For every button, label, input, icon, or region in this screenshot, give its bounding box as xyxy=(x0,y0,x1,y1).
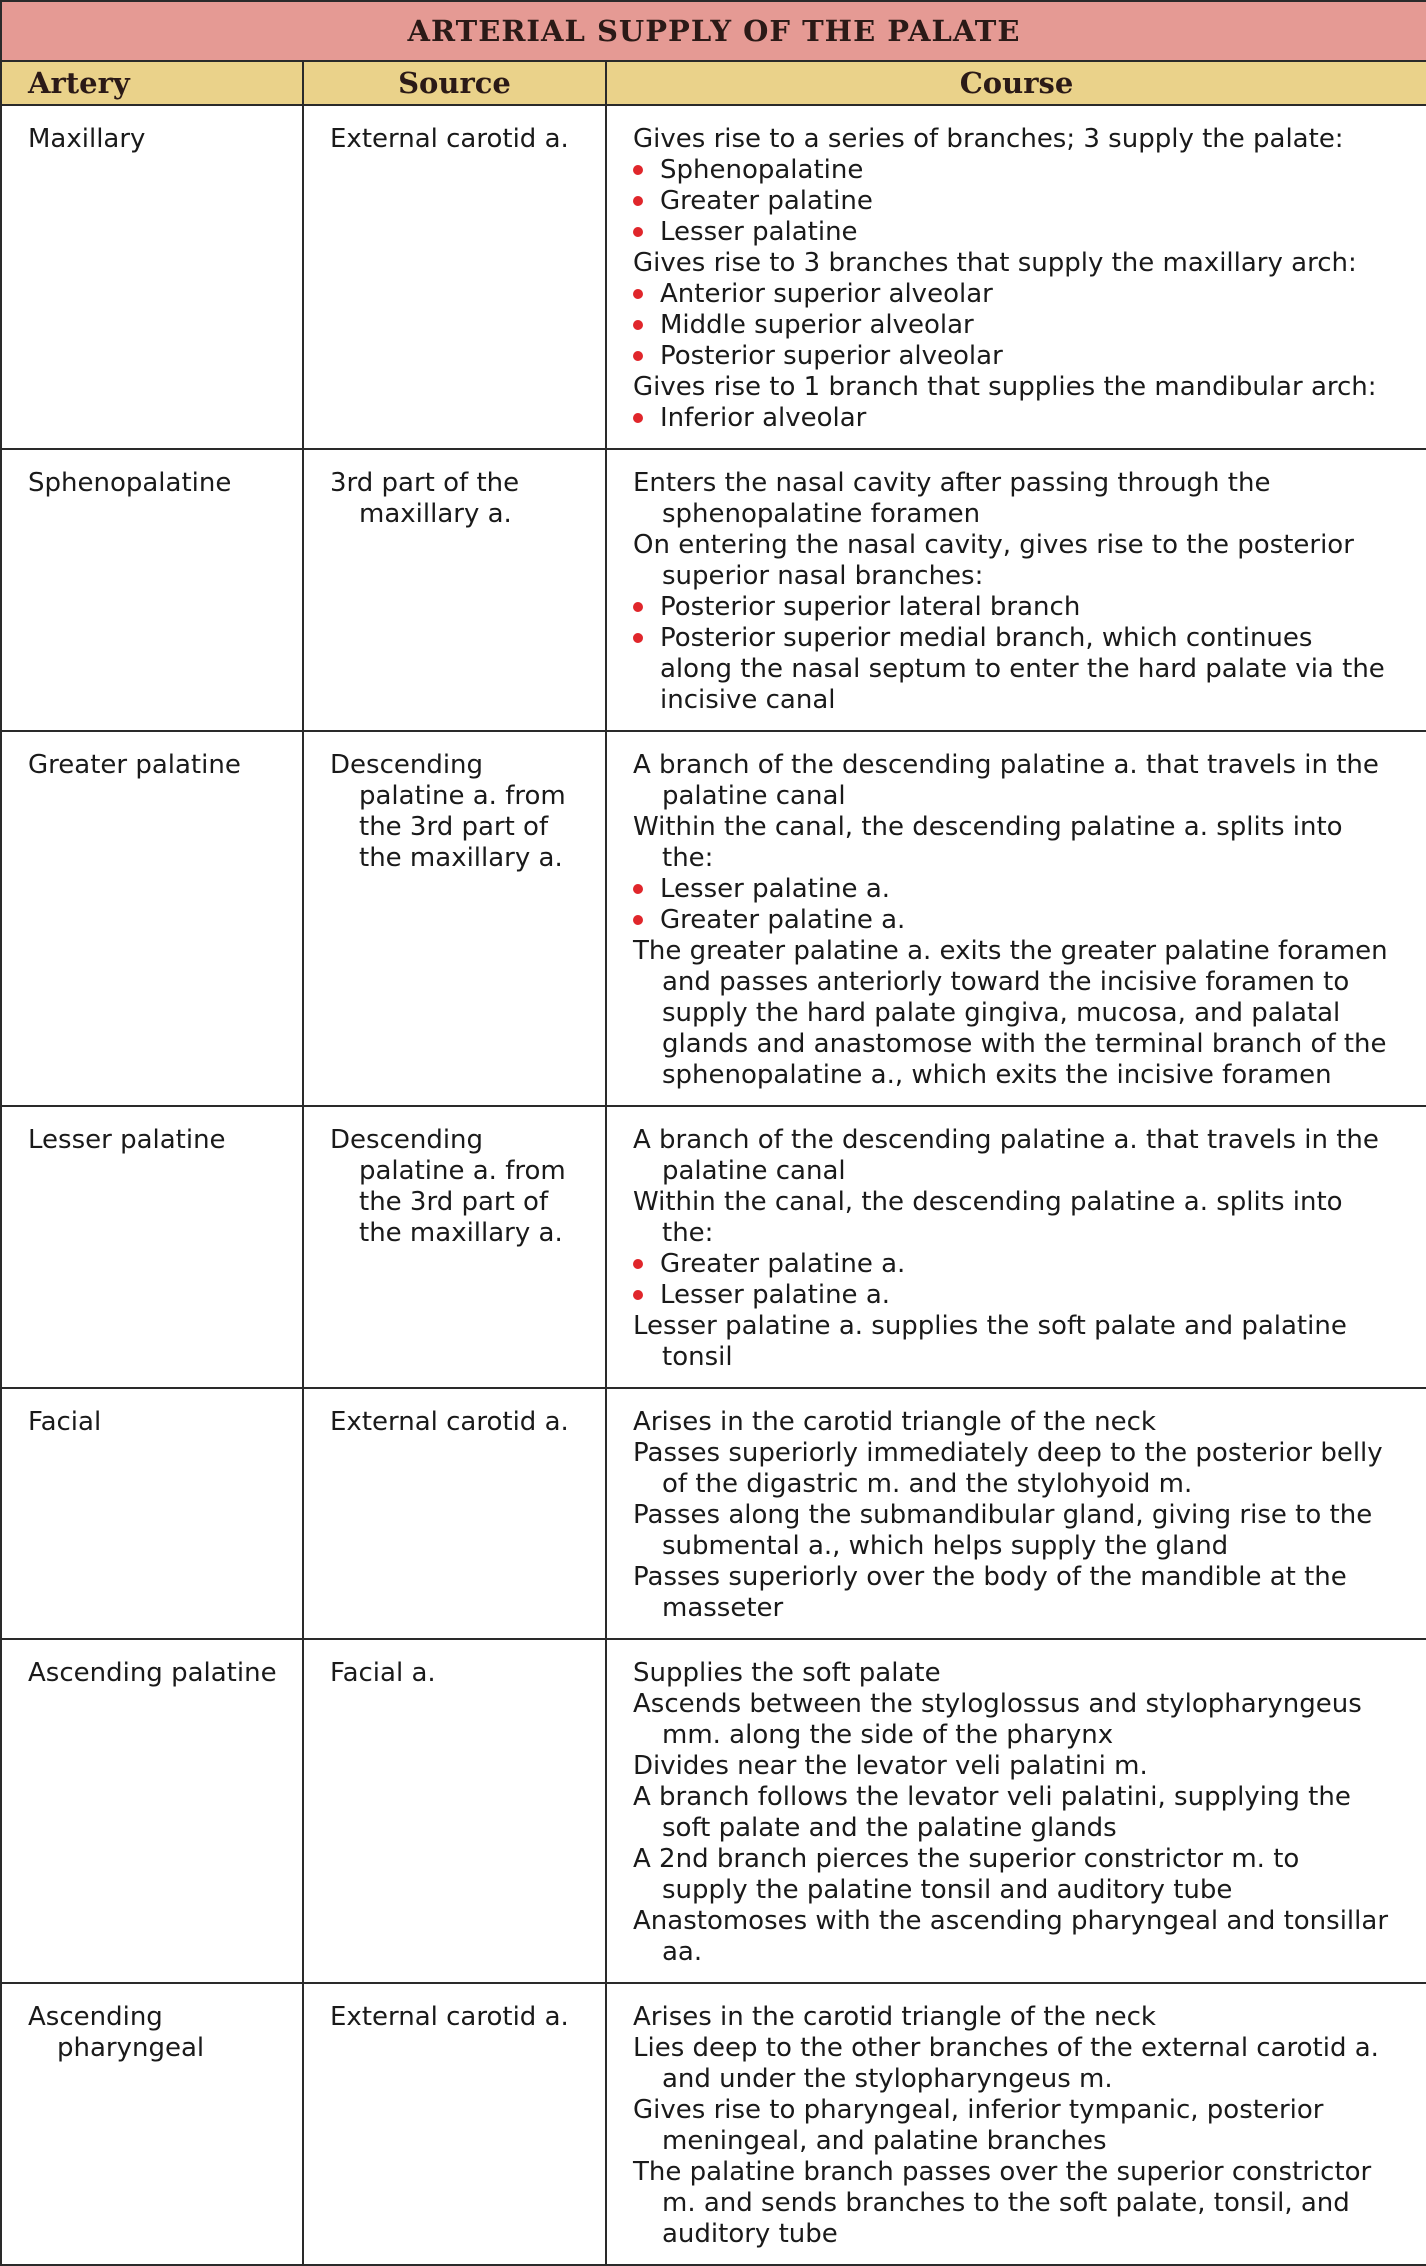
course-line: A branch follows the levator veli palatini, supplying the xyxy=(633,1782,1351,1812)
bullet-text: Lesser palatine a. xyxy=(660,1280,891,1310)
artery-name: Facial xyxy=(28,1407,102,1437)
course-cell xyxy=(606,1983,1426,2265)
course-line-continuation: sphenopalatine foramen xyxy=(662,499,981,529)
artery-name: Maxillary xyxy=(28,124,146,154)
artery-cell xyxy=(1,449,303,731)
bullet-dot-icon xyxy=(633,633,643,643)
header-course: Course xyxy=(606,61,1426,105)
source-cell xyxy=(303,105,606,449)
artery-name: Greater palatine xyxy=(28,750,241,780)
course-bullet-item xyxy=(633,905,1412,936)
source-line: the 3rd part of xyxy=(359,812,549,842)
course-line: Passes superiorly over the body of the mandible at the xyxy=(633,1562,1347,1592)
source-line: External carotid a. xyxy=(330,2002,569,2032)
course-line-continuation: m. and sends branches to the soft palate, tonsil, and xyxy=(662,2188,1350,2218)
course-line: Lesser palatine a. supplies the soft palate and palatine xyxy=(633,1311,1347,1341)
header-source: Source xyxy=(303,61,606,105)
course-line: On entering the nasal cavity, gives rise to the posterior xyxy=(633,530,1354,560)
course-line-continuation: aa. xyxy=(662,1937,703,1967)
course-line-continuation: of the digastric m. and the stylohyoid m. xyxy=(662,1469,1193,1499)
source-line: palatine a. from xyxy=(359,1156,566,1186)
course-bullet-item xyxy=(633,623,1412,654)
course-cell xyxy=(606,1388,1426,1639)
bullet-text: Posterior superior medial branch, which continues xyxy=(660,623,1313,653)
course-bullet-item xyxy=(633,1249,1412,1280)
table-row xyxy=(1,1106,1426,1388)
bullet-text: Sphenopalatine xyxy=(660,155,864,185)
bullet-dot-icon xyxy=(633,602,643,612)
source-cell xyxy=(303,1388,606,1639)
source-line: Descending xyxy=(330,1125,484,1155)
table-row xyxy=(1,449,1426,731)
bullet-text: Greater palatine a. xyxy=(660,905,906,935)
course-line: Gives rise to pharyngeal, inferior tympanic, posterior xyxy=(633,2095,1324,2125)
artery-name: Ascending xyxy=(28,2002,163,2032)
bullet-continuation: incisive canal xyxy=(660,685,836,715)
bullet-dot-icon xyxy=(633,1290,643,1300)
course-line-continuation: soft palate and the palatine glands xyxy=(662,1813,1117,1843)
artery-name: Sphenopalatine xyxy=(28,468,232,498)
table-body xyxy=(1,105,1426,2265)
course-bullet-item xyxy=(633,592,1412,623)
course-line: Gives rise to 3 branches that supply the maxillary arch: xyxy=(633,248,1357,278)
source-line: maxillary a. xyxy=(359,499,512,529)
source-cell xyxy=(303,731,606,1106)
course-line: Arises in the carotid triangle of the neck xyxy=(633,1407,1156,1437)
source-line: 3rd part of the xyxy=(330,468,520,498)
source-line: the maxillary a. xyxy=(359,843,563,873)
artery-cell xyxy=(1,1639,303,1983)
source-cell xyxy=(303,1639,606,1983)
bullet-text: Greater palatine xyxy=(660,186,873,216)
artery-name: Ascending palatine xyxy=(28,1658,277,1688)
course-line: Gives rise to 1 branch that supplies the mandibular arch: xyxy=(633,372,1377,402)
bullet-continuation: along the nasal septum to enter the hard palate via the xyxy=(660,654,1385,684)
bullet-dot-icon xyxy=(633,351,643,361)
course-line-continuation: submental a., which helps supply the gland xyxy=(662,1531,1229,1561)
course-line: A branch of the descending palatine a. that travels in the xyxy=(633,750,1379,780)
course-line-continuation: supply the hard palate gingiva, mucosa, and palatal xyxy=(662,998,1341,1028)
bullet-text: Posterior superior lateral branch xyxy=(660,592,1081,622)
course-line-continuation: mm. along the side of the pharynx xyxy=(662,1720,1114,1750)
artery-cell xyxy=(1,1106,303,1388)
bullet-text: Lesser palatine a. xyxy=(660,874,891,904)
table-row xyxy=(1,731,1426,1106)
source-line: the 3rd part of xyxy=(359,1187,549,1217)
course-line: The palatine branch passes over the superior constrictor xyxy=(633,2157,1372,2187)
course-line: Anastomoses with the ascending pharyngeal and tonsillar xyxy=(633,1906,1389,1936)
source-line: Descending xyxy=(330,750,484,780)
source-line: External carotid a. xyxy=(330,1407,569,1437)
course-bullet-item xyxy=(633,279,1412,310)
course-bullet-item xyxy=(633,341,1412,372)
course-line-continuation: the: xyxy=(662,1218,714,1248)
source-line: External carotid a. xyxy=(330,124,569,154)
course-line: The greater palatine a. exits the greater palatine foramen xyxy=(633,936,1388,966)
course-line-continuation: and passes anteriorly toward the incisive foramen to xyxy=(662,967,1350,997)
bullet-dot-icon xyxy=(633,413,643,423)
course-line-continuation: palatine canal xyxy=(662,1156,846,1186)
course-line: Enters the nasal cavity after passing through the xyxy=(633,468,1271,498)
course-line-continuation: masseter xyxy=(662,1593,784,1623)
bullet-dot-icon xyxy=(633,884,643,894)
bullet-dot-icon xyxy=(633,915,643,925)
title-row xyxy=(1,1,1426,61)
course-line-continuation: and under the stylopharyngeus m. xyxy=(662,2064,1113,2094)
artery-name-cont: pharyngeal xyxy=(57,2033,205,2063)
source-line: Facial a. xyxy=(330,1658,436,1688)
bullet-dot-icon xyxy=(633,320,643,330)
course-line-continuation: the: xyxy=(662,843,714,873)
course-line-continuation: glands and anastomose with the terminal branch of the xyxy=(662,1029,1387,1059)
bullet-text: Lesser palatine xyxy=(660,217,858,247)
course-line: Supplies the soft palate xyxy=(633,1658,941,1688)
course-line-continuation: auditory tube xyxy=(662,2219,838,2249)
bullet-text: Middle superior alveolar xyxy=(660,310,974,340)
table-row xyxy=(1,105,1426,449)
course-line: Divides near the levator veli palatini m. xyxy=(633,1751,1148,1781)
course-line: Ascends between the styloglossus and stylopharyngeus xyxy=(633,1689,1362,1719)
bullet-text: Greater palatine a. xyxy=(660,1249,906,1279)
bullet-dot-icon xyxy=(633,227,643,237)
course-bullet-item xyxy=(633,403,1412,434)
bullet-dot-icon xyxy=(633,289,643,299)
bullet-dot-icon xyxy=(633,1259,643,1269)
course-line: Within the canal, the descending palatine a. splits into xyxy=(633,1187,1343,1217)
course-line: Passes superiorly immediately deep to the posterior belly xyxy=(633,1438,1383,1468)
course-line-continuation: sphenopalatine a., which exits the incisive foramen xyxy=(662,1060,1332,1090)
course-cell xyxy=(606,449,1426,731)
table-row xyxy=(1,1639,1426,1983)
header-row xyxy=(1,61,1426,105)
course-cell xyxy=(606,105,1426,449)
course-bullet-item xyxy=(633,155,1412,186)
course-line-continuation: tonsil xyxy=(662,1342,733,1372)
course-line-continuation: meningeal, and palatine branches xyxy=(662,2126,1107,2156)
bullet-text: Posterior superior alveolar xyxy=(660,341,1003,371)
table-title: ARTERIAL SUPPLY OF THE PALATE xyxy=(1,1,1426,61)
course-line-continuation: superior nasal branches: xyxy=(662,561,984,591)
bullet-dot-icon xyxy=(633,165,643,175)
course-bullet-item xyxy=(633,217,1412,248)
course-line: Arises in the carotid triangle of the neck xyxy=(633,2002,1156,2032)
course-cell xyxy=(606,1639,1426,1983)
header-artery: Artery xyxy=(1,61,303,105)
course-line: Passes along the submandibular gland, giving rise to the xyxy=(633,1500,1373,1530)
source-cell xyxy=(303,449,606,731)
course-cell xyxy=(606,731,1426,1106)
source-line: the maxillary a. xyxy=(359,1218,563,1248)
source-cell xyxy=(303,1983,606,2265)
source-line: palatine a. from xyxy=(359,781,566,811)
course-line: Gives rise to a series of branches; 3 supply the palate: xyxy=(633,124,1344,154)
course-line: A branch of the descending palatine a. that travels in the xyxy=(633,1125,1379,1155)
artery-cell xyxy=(1,105,303,449)
course-bullet-item xyxy=(633,186,1412,217)
bullet-text: Inferior alveolar xyxy=(660,403,867,433)
course-line: Lies deep to the other branches of the external carotid a. xyxy=(633,2033,1379,2063)
course-bullet-item xyxy=(633,310,1412,341)
bullet-text: Anterior superior alveolar xyxy=(660,279,993,309)
artery-cell xyxy=(1,731,303,1106)
course-cell xyxy=(606,1106,1426,1388)
course-line: Within the canal, the descending palatine a. splits into xyxy=(633,812,1343,842)
course-line-continuation: supply the palatine tonsil and auditory tube xyxy=(662,1875,1233,1905)
course-line: A 2nd branch pierces the superior constrictor m. to xyxy=(633,1844,1300,1874)
course-bullet-item xyxy=(633,874,1412,905)
artery-cell xyxy=(1,1983,303,2265)
table-row xyxy=(1,1983,1426,2265)
table-row xyxy=(1,1388,1426,1639)
bullet-dot-icon xyxy=(633,196,643,206)
course-bullet-item xyxy=(633,1280,1412,1311)
course-line-continuation: palatine canal xyxy=(662,781,846,811)
artery-cell xyxy=(1,1388,303,1639)
source-cell xyxy=(303,1106,606,1388)
artery-name: Lesser palatine xyxy=(28,1125,226,1155)
